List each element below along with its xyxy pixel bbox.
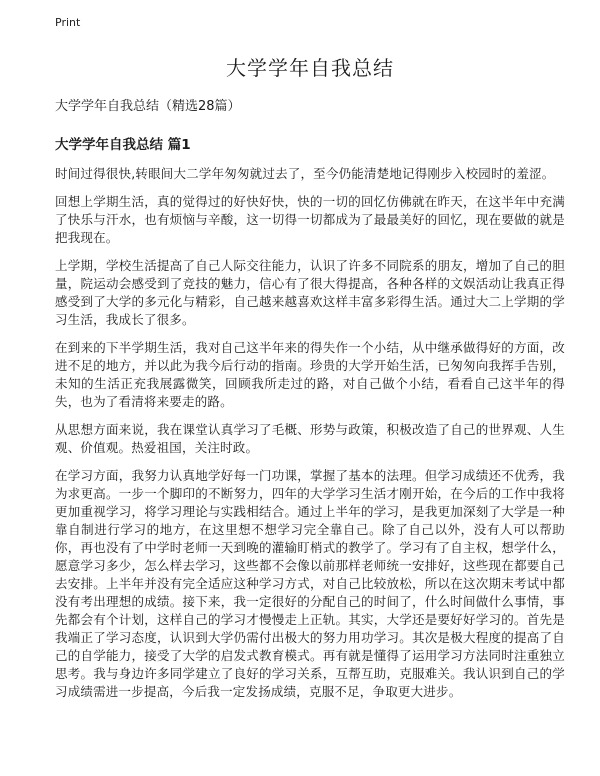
document-subtitle: 大学学年自我总结（精选28篇） xyxy=(55,99,241,114)
paragraph-6: 在学习方面，我努力认真地学好每一门功课，掌握了基本的法理。但学习成绩还不优秀，我为求更高。一步一个脚印的不断努力，四年的大学学习生活才刚开始，在今后的工作中我将更加重视学习，将学习理论与实践相结合。通过上半年的学习，是我更加深刻了大学是一种靠自制进行学习的地方，在这里想不想学习完全靠自己。除了自己以外，没有人可以帮助你，再也没有了中学时老师一天到晚的灌输盯梢式的教学了。学习有了自主权，想学什么，愿意学习多少，怎么样去学习，这些都不会像以前那样老师统一安排好，这些现在都要自己去安排。上半年并没有完全适应这种学习方式，对自己比较放松，所以在这次期末考试中都没有考出理想的成绩。接下来，我一定很好的分配自己的时间了，什么时间做什么事情，事先都会有个计划，这样自己的学习才慢慢走上正轨。其实，大学还是要好好学习的。首先是我端正了学习态度，认识到大学仍需付出极大的努力用功学习。其次是极大程度的提高了自己的自学能力，接受了大学的启发式教育模式。再有就是懂得了运用学习方法同时注重独立思考。我与身边许多同学建立了良好的学习关系，互帮互助，克服难关。我认识到自己的学习成绩需进一步提高，今后我一定发扬成绩，克服不足，争取更大进步。 xyxy=(55,468,565,699)
document-title: 大学学年自我总结 xyxy=(226,56,394,80)
paragraph-2: 回想上学期生活，真的觉得过的好快好快，快的一切的回忆仿佛就在昨天，在这半年中充满了快乐与汗水，也有烦恼与辛酸，这一切得一切都成为了最最美好的回忆，现在要做的就是把我现在。 xyxy=(55,194,565,245)
paragraph-3: 上学期，学校生活提高了自己人际交往能力，认识了许多不同院系的朋友，增加了自己的胆量，院运动会感受到了竞技的魅力，信心有了很大得提高，各种各样的文娱活动让我真正得感受到了大学的多元化与精彩，自己越来越喜欢这样丰富多彩得生活。通过大二上学期的学习生活，我成长了很多。 xyxy=(55,258,565,327)
section-heading: 大学学年自我总结 篇1 xyxy=(55,137,191,153)
document-body xyxy=(55,52,565,711)
paragraph-5: 从思想方面来说，我在课堂认真学习了毛概、形势与政策，积极改造了自己的世界观、人生观、价值观。热爱祖国，关注时政。 xyxy=(55,422,565,455)
paragraph-1: 时间过得很快,转眼间大二学年匆匆就过去了，至今仍能清楚地记得刚步入校园时的羞涩。 xyxy=(55,166,555,181)
paragraph-4: 在到来的下半学期生活，我对自己这半年来的得失作一个小结，从中继承做得好的方面，改进不足的地方，并以此为我今后行动的指南。珍贵的大学开始生活，已匆匆向我挥手告别，未知的生活正充我展露微笑，回顾我所走过的路，对自己做个小结，看看自己这半年的得失，也为了看清将来要走的路。 xyxy=(55,340,565,409)
print-link[interactable]: Print xyxy=(55,16,81,29)
